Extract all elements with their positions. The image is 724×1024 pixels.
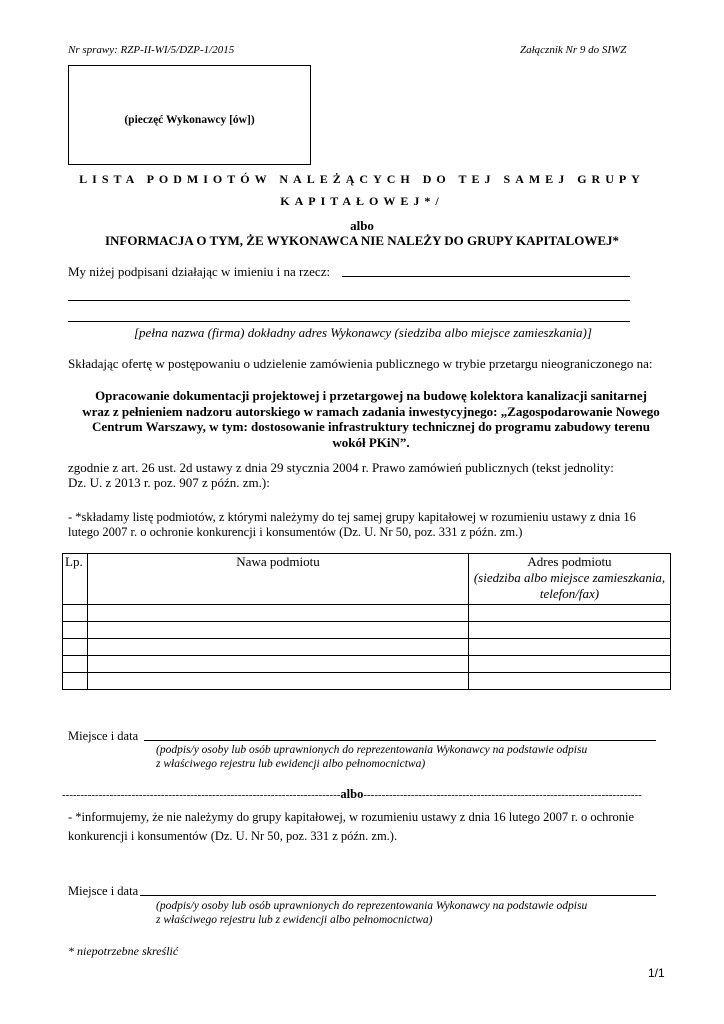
header-address-label: Adres podmiotu — [527, 554, 612, 569]
cell[interactable] — [88, 622, 469, 639]
title-line-2: KAPITAŁOWEJ*/ — [280, 194, 444, 208]
entities-table — [62, 553, 671, 690]
project-title — [62, 388, 680, 450]
footnote: * niepotrzebne skreślić — [68, 944, 179, 958]
project-line: wraz z pełnieniem nadzoru autorskiego w ramach zadania inwestycyjnego: „Zagospodarowanie Nowego — [82, 403, 660, 419]
cell[interactable] — [88, 656, 469, 673]
cell[interactable] — [88, 639, 469, 656]
offer-intro: Składając ofertę w postępowaniu o udzielenie zamówienia publicznego w trybie przetargu nieograniczonego na: — [68, 356, 653, 371]
project-line: Centrum Warszawy, w tym: dostosowanie infrastruktury technicznej do programu zabudowy terenu — [92, 419, 650, 434]
table-row — [63, 656, 671, 673]
fill-line — [68, 321, 630, 322]
cell[interactable] — [63, 639, 88, 656]
option2-line-1: - *informujemy, że nie należymy do grupy kapitałowej, w rozumieniu ustawy z dnia 16 lutego 2007 r. o ochronie — [68, 810, 635, 824]
title-line-3: INFORMACJA O TYM, ŻE WYKONAWCA NIE NALEŻY DO GRUPY KAPITALOWEJ* — [104, 233, 620, 248]
title-or: albo — [350, 218, 374, 233]
header-address-note-1: (siedziba albo miejsce zamieszkania, — [473, 570, 666, 585]
signature-note-2: z właściwego rejestru lub ewidencji albo pełnomocnictwa) — [156, 758, 426, 770]
cell[interactable] — [63, 656, 88, 673]
cell[interactable] — [88, 673, 469, 690]
cell[interactable] — [469, 639, 671, 656]
cell[interactable] — [469, 622, 671, 639]
table-row — [63, 673, 671, 690]
signature-note-2: z właściwego rejestru lub z ewidencji albo pełnomocnictwa) — [156, 914, 433, 926]
representation-caption: [pełna nazwa (firma) dokładny adres Wykonawcy (siedziba albo miejsce zamieszkania)] — [134, 325, 592, 340]
table-row — [63, 639, 671, 656]
law-reference-1: zgodnie z art. 26 ust. 2d ustawy z dnia 29 stycznia 2004 r. Prawo zamówień publicznych (tekst jednolity: — [68, 460, 614, 475]
project-line: Opracowanie dokumentacji projektowej i przetargowej na budowę kolektora kanalizacji sanitarnej — [95, 388, 647, 403]
option1-line-2: lutego 2007 r. o ochronie konkurencji i konsumentów (Dz. U. Nr 50, poz. 331 z późn. zm.) — [68, 525, 523, 539]
separator-dashes: ---------------------------------------------------------------------------- — [363, 789, 642, 801]
cell[interactable] — [469, 673, 671, 690]
header-address-note-2: telefon/fax) — [539, 586, 600, 601]
separator-dashes: ---------------------------------------------------------------------------- — [62, 789, 341, 801]
case-number: Nr sprawy: RZP-II-WI/5/DZP-1/2015 — [68, 44, 235, 56]
cell[interactable] — [469, 656, 671, 673]
stamp-box — [68, 65, 311, 165]
table-row — [63, 605, 671, 622]
representation-text: My niżej podpisani działając w imieniu i na rzecz: — [68, 264, 331, 279]
law-reference-2: Dz. U. z 2013 r. poz. 907 z późn. zm.): — [68, 475, 270, 490]
option2-line-2: konkurencji i konsumentów (Dz. U. Nr 50, poz. 331 z późn. zm.). — [68, 829, 398, 843]
attachment-label: Załącznik Nr 9 do SIWZ — [520, 44, 627, 56]
place-date-label: Miejsce i data — [68, 729, 139, 743]
albo-separator — [62, 787, 664, 802]
place-date-line[interactable] — [144, 740, 656, 741]
project-line: wokół PKiN”. — [332, 434, 410, 450]
table-header-row — [63, 554, 671, 605]
separator-word: albo — [340, 787, 364, 801]
stamp-label: (pieczęć Wykonawcy [ów]) — [124, 114, 255, 126]
title-line-1: LISTA PODMIOTÓW NALEŻĄCYCH DO TEJ SAMEJ GRUPY — [79, 172, 645, 186]
signature-note-1: (podpis/y osoby lub osób uprawnionych do reprezentowania Wykonawcy na podstawie odpisu — [156, 744, 588, 756]
header-name: Nawa podmiotu — [88, 554, 469, 605]
signature-note-1: (podpis/y osoby lub osób uprawnionych do reprezentowania Wykonawcy na podstawie odpisu — [156, 900, 588, 912]
cell[interactable] — [63, 622, 88, 639]
cell[interactable] — [63, 605, 88, 622]
option1-line-1: - *składamy listę podmiotów, z którymi należymy do tej samej grupy kapitałowej w rozumieniu ustawy z dnia 16 — [68, 510, 636, 524]
fill-line — [342, 276, 630, 277]
cell[interactable] — [469, 605, 671, 622]
place-date-label: Miejsce i data — [68, 884, 139, 898]
cell[interactable] — [88, 605, 469, 622]
header-address — [469, 554, 671, 605]
page-number: 1/1 — [648, 966, 665, 980]
cell[interactable] — [63, 673, 88, 690]
header-lp: Lp. — [63, 554, 88, 605]
fill-line — [68, 300, 630, 301]
place-date-line[interactable] — [140, 895, 656, 896]
table-row — [63, 622, 671, 639]
